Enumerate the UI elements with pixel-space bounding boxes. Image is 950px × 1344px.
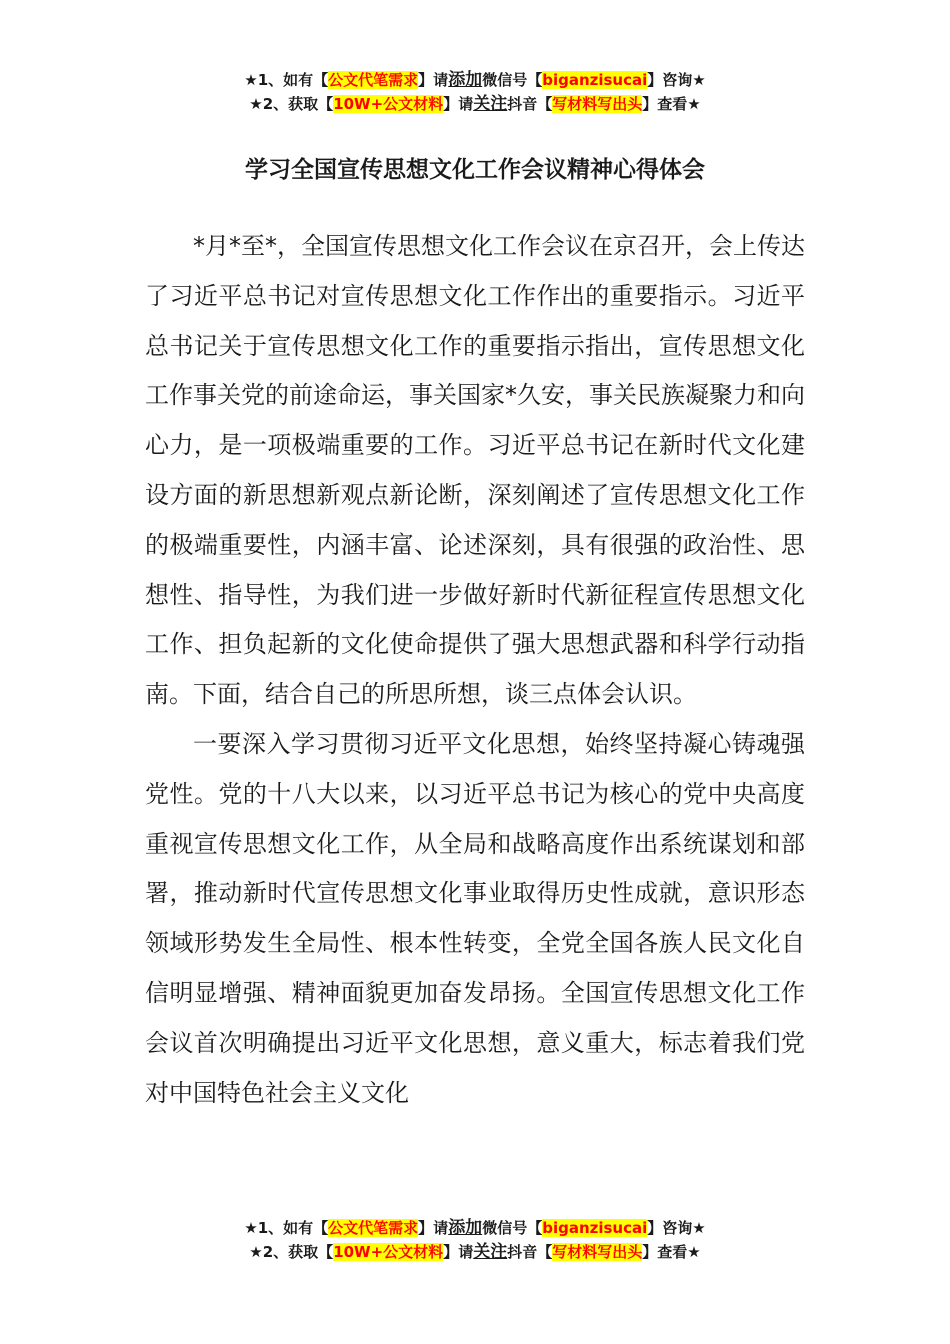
promo-underline: 添加: [448, 70, 483, 90]
promo-line-2: ★2、获取【10W+公文材料】请关注抖音【写材料写出头】查看★: [249, 94, 701, 114]
promo-underline: 关注: [473, 94, 508, 114]
paragraph: 一要深入学习贯彻习近平文化思想，始终坚持凝心铸魂强党性。党的十八大以来，以习近平总书记为核心的党中央高度重视宣传思想文化工作，从全局和战略高度作出系统谋划和部署，推动新时代宣传思想文化事业取得历史性成就，意识形态领域形势发生全局性、根本性转变，全党全国各族人民文化自信明显增强、精神面貌更加奋发昂扬。全国宣传思想文化工作会议首次明确提出习近平文化思想，意义重大，标志着我们党对中国特色社会主义文化: [145, 729, 805, 1107]
paragraph: *月*至*，全国宣传思想文化工作会议在京召开，会上传达了习近平总书记对宣传思想文化工作作出的重要指示。习近平总书记关于宣传思想文化工作的重要指示指出，宣传思想文化工作事关党的前途命运，事关国家*久安，事关民族凝聚力和向心力，是一项极端重要的工作。习近平总书记在新时代文化建设方面的新思想新观点新论断，深刻阐述了宣传思想文化工作的极端重要性，内涵丰富、论述深刻，具有很强的政治性、思想性、指导性，为我们进一步做好新时代新征程宣传思想文化工作、担负起新的文化使命提供了强大思想武器和科学行动指南。下面，结合自己的所思所想，谈三点体会认识。: [145, 232, 805, 709]
header-promo-banner: [0, 68, 950, 116]
promo-line-1: ★1、如有【公文代笔需求】请添加微信号【biganzisucai】咨询★: [244, 70, 706, 90]
promo-underline: 添加: [448, 1218, 483, 1238]
promo-line-2: ★2、获取【10W+公文材料】请关注抖音【写材料写出头】查看★: [249, 1242, 701, 1262]
promo-wechat-id: biganzisucai: [542, 71, 648, 89]
promo-wechat-id: biganzisucai: [542, 1219, 648, 1237]
promo-douyin-account: 写材料写出头: [552, 95, 643, 113]
promo-douyin-account: 写材料写出头: [552, 1243, 643, 1261]
document-title: 学习全国宣传思想文化工作会议精神心得体会: [245, 157, 705, 183]
promo-line-1: ★1、如有【公文代笔需求】请添加微信号【biganzisucai】咨询★: [244, 1218, 706, 1238]
promo-highlight: 公文代笔需求: [328, 71, 419, 89]
promo-highlight: 10W+公文材料: [333, 1243, 444, 1261]
promo-highlight: 公文代笔需求: [328, 1219, 419, 1237]
document-body: [145, 222, 805, 1118]
promo-highlight: 10W+公文材料: [333, 95, 444, 113]
footer-promo-banner: [0, 1216, 950, 1264]
promo-underline: 关注: [473, 1242, 508, 1262]
